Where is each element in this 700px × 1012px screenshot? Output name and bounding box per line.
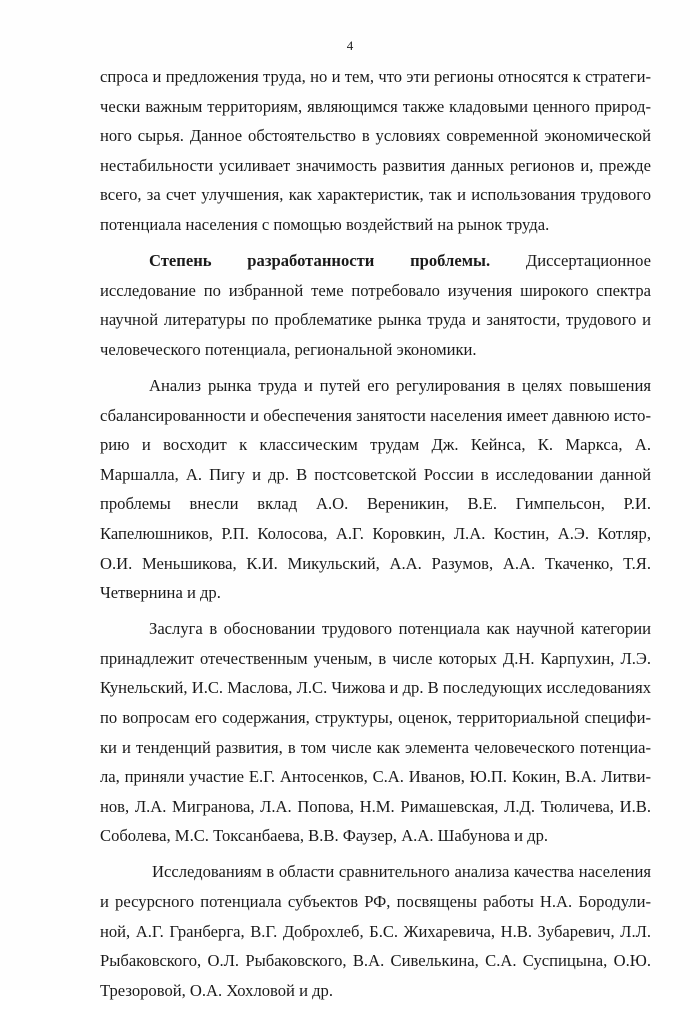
body-text — [100, 62, 651, 1012]
paragraph-research-degree — [100, 246, 651, 364]
paragraph-labor-market-analysis: Анализ рынка труда и путей его регулирования в целях повышения сбалансированности и обеспечения занятости населения имеет давнюю историю и восходит к классическим трудам Дж. Кейнса, К. Маркса, А. Маршалла, А. Пигу и др. В постсоветской России в исследовании данной проблемы внесли вклад А.О. Вереникин, В.Е. Гимпельсон, Р.И. Капелюшников, Р.П. Колосова, А.Г. Коровкин, Л.А. Костин, А.Э. Котляр, О.И. Меньшикова, К.И. Микульский, А.А. Разумов, А.А. Ткаченко, Т.Я. Четвернина и др. — [100, 375, 651, 603]
paragraph-intro-continuation: спроса и предложения труда, но и тем, что эти регионы относятся к стратегически важным территориям, являющимся также кладовыми ценного природного сырья. Данное обстоятельство в условиях современной экономической нестабильности усиливает значимость развития данных регионов и, прежде всего, за счет улучшения, как характеристик, так и использования трудового потенциала населения с помощью воздействий на рынок труда. — [100, 67, 651, 234]
paragraph-comparative-analysis: Исследованиям в области сравнительного анализа качества населения и ресурсного потенциала субъектов РФ, посвящены работы Н.А. Бородулиной, А.Г. Гранберга, В.Г. Доброхлеб, Б.С. Жихаревича, Н.В. Зубаревич, Л.Л. Рыбаковского, О.Л. Рыбаковского, В.А. Сивелькина, С.А. Суспицына, О.Ю. Трезоровой, О.А. Хохловой и др. — [100, 862, 651, 1000]
paragraph-labor-potential: Заслуга в обосновании трудового потенциала как научной категории принадлежит отечественным ученым, в числе которых Д.Н. Карпухин, Л.Э. Кунельский, И.С. Маслова, Л.С. Чижова и др. В последующих исследованиях по вопросам его содержания, структуры, оценок, территориальной специфики и тенденций развития, в том числе как элемента человеческого потенциала, приняли участие Е.Г. Антосенков, С.А. Иванов, Ю.П. Кокин, В.А. Литвинов, Л.А. Мигранова, Л.А. Попова, Н.М. Римашевская, Л.Д. Тюличева, И.В. Соболева, М.С. Токсанбаева, В.В. Фаузер, А.А. Шабунова и др. — [100, 619, 651, 846]
page-number: 4 — [346, 38, 354, 53]
paragraph-research-degree-text: Диссертационное исследование по избранной теме потребовало изучения широкого спектра научной литературы по проблематике рынка труда и занятости, трудового и человеческого потенциала, региональной экономики. — [100, 251, 651, 359]
section-heading-inline: Степень разработанности проблемы. — [149, 251, 491, 271]
